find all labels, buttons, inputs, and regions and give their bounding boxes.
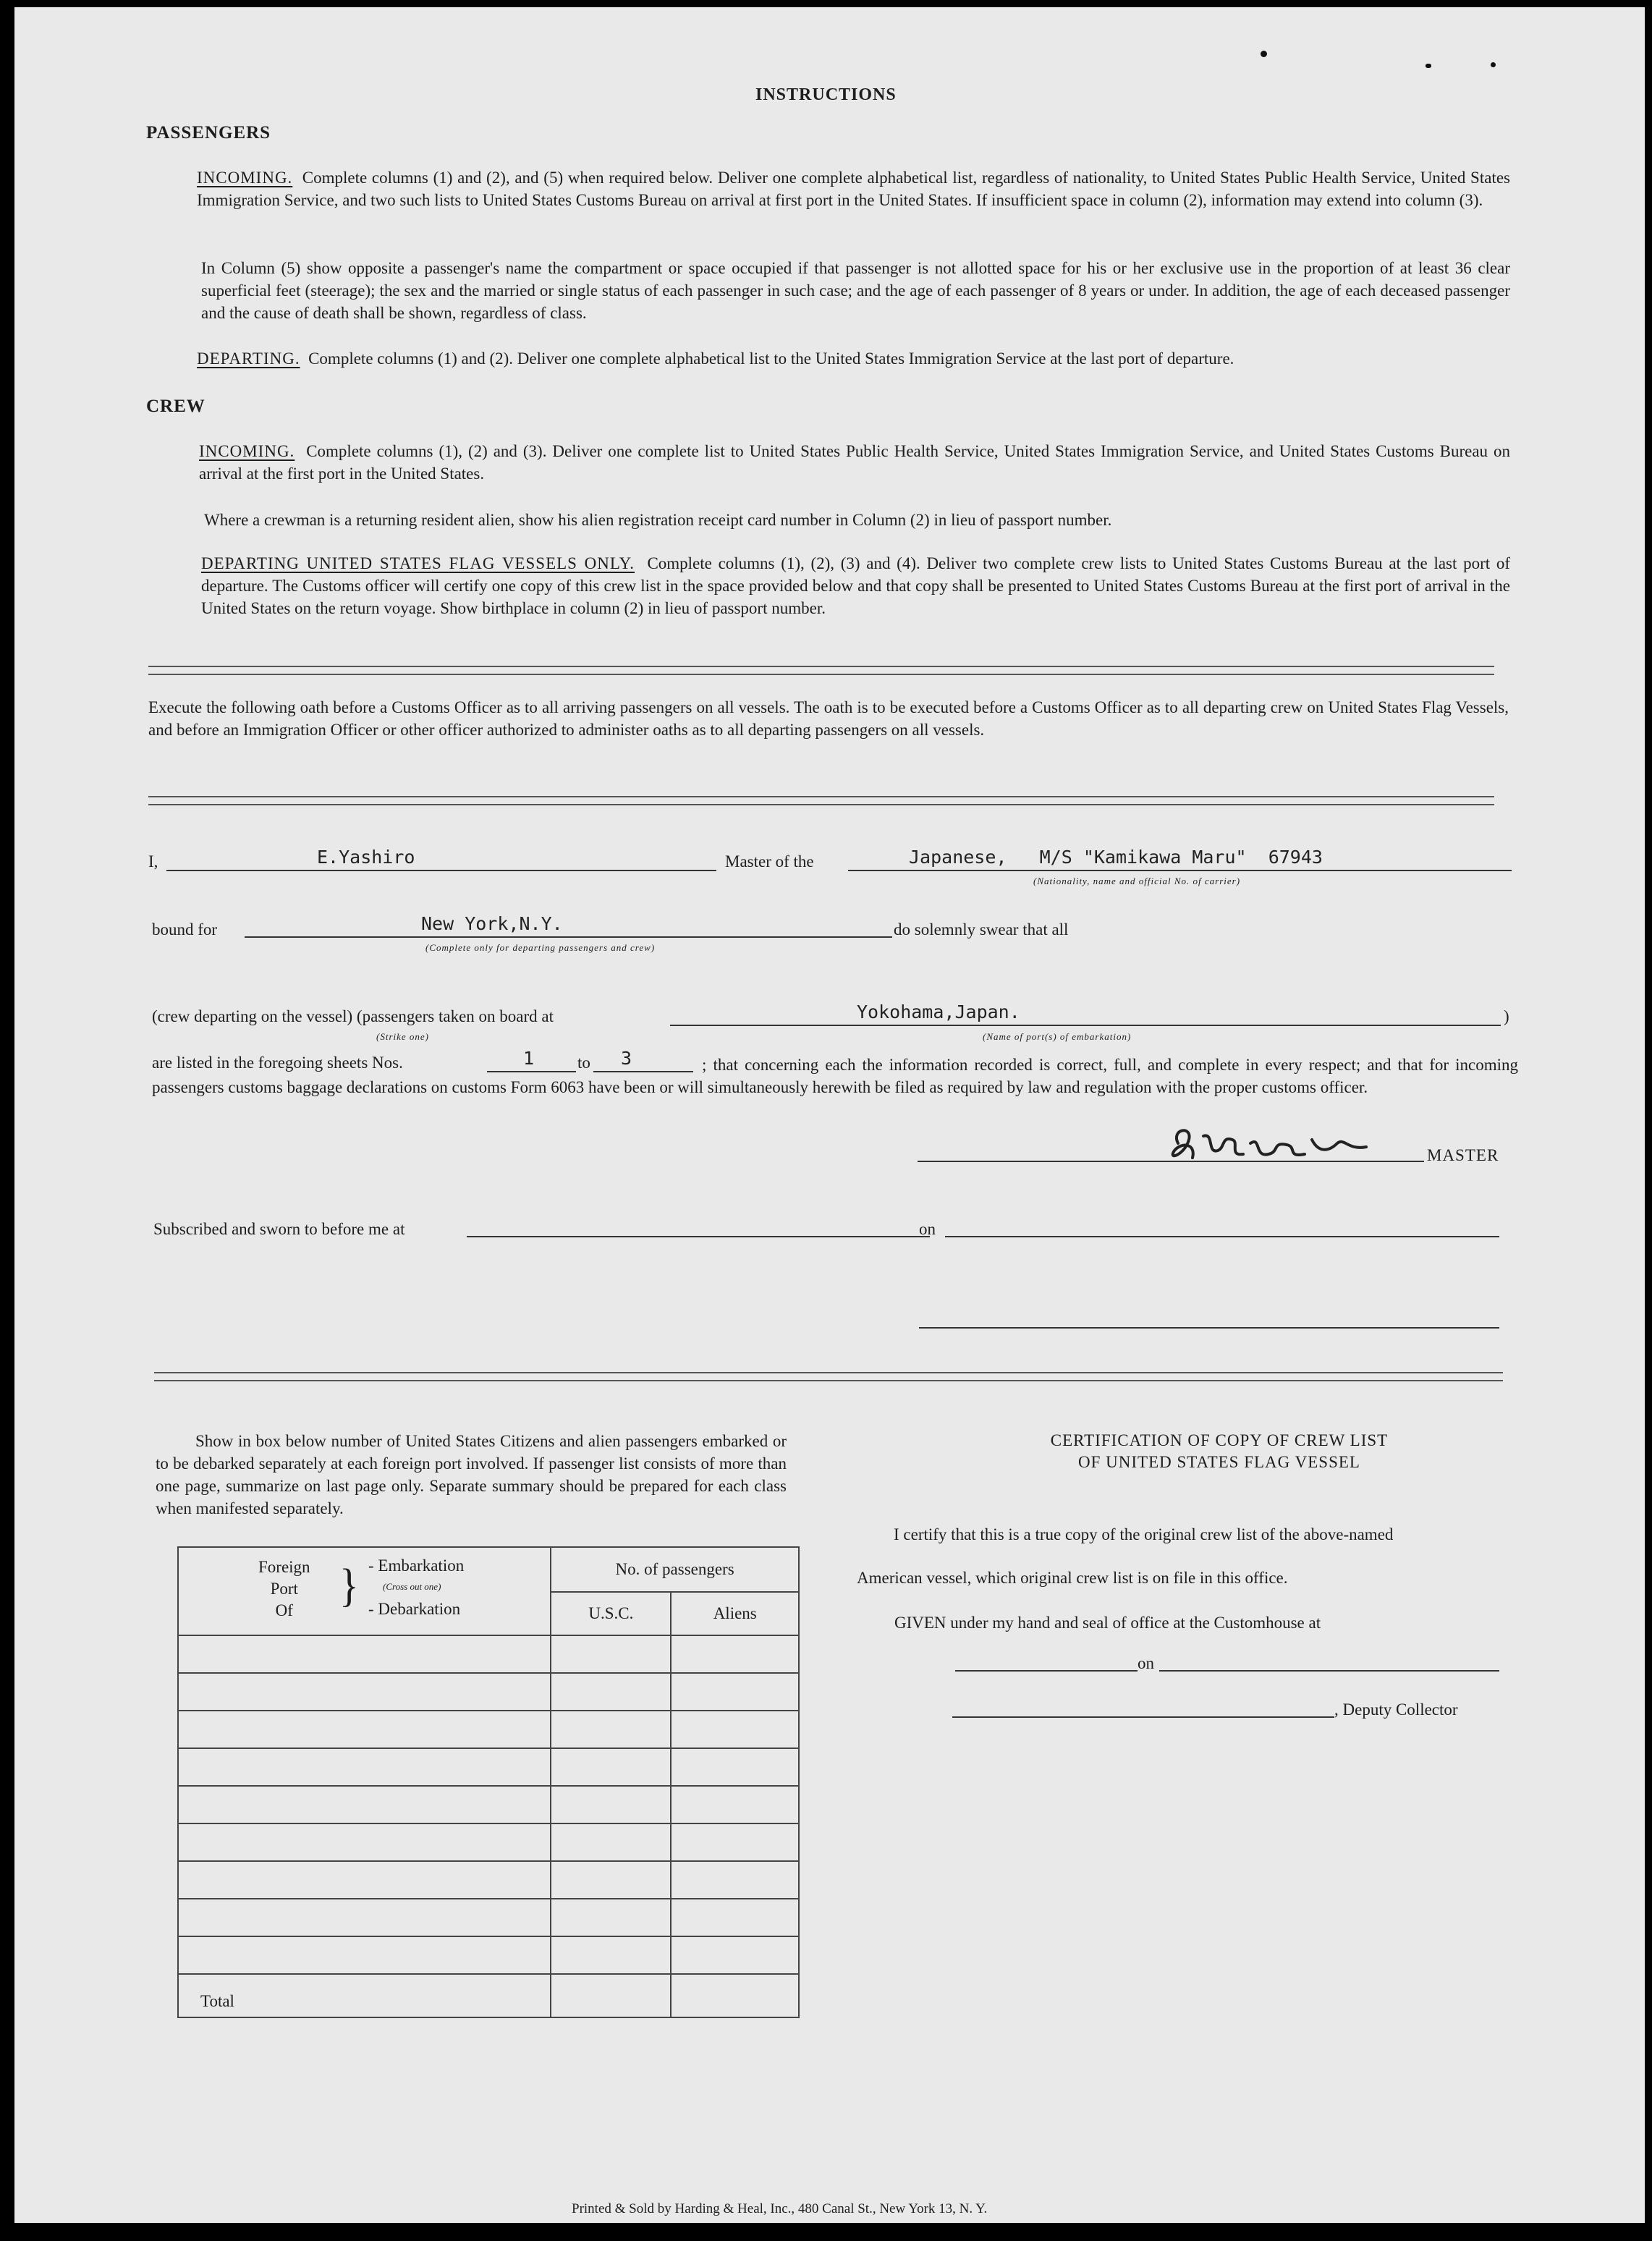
master-signature (1164, 1122, 1381, 1172)
table-row (178, 1899, 799, 1936)
crew-incoming-text: Complete columns (1), (2) and (3). Deliver one complete list to United States Public Health Service, United States Immigration Service, and United States Customs Bureau on arrival at the first port in the United States. (199, 442, 1511, 483)
cross-out-hint: (Cross out one) (383, 1581, 441, 1592)
no-passengers-header: No. of passengers (551, 1547, 799, 1592)
debarkation-label: - Debarkation (368, 1600, 461, 1618)
certification-line3: GIVEN under my hand and seal of office at the Customhouse at (894, 1614, 1321, 1632)
deputy-collector-line (952, 1716, 1334, 1718)
double-rule (154, 1372, 1503, 1381)
crew-departing-label: (crew departing on the vessel) (passengers taken on board at (152, 1007, 554, 1025)
double-rule (148, 796, 1494, 805)
port-hint: (Name of port(s) of embarkation) (983, 1031, 1132, 1042)
certification-line2: American vessel, which original crew list is on file in this office. (857, 1569, 1288, 1587)
brace-icon: } (339, 1560, 359, 1612)
bound-for-label: bound for (152, 920, 218, 939)
embarkation-port-line (670, 1025, 1501, 1026)
embarkation-label: - Embarkation (368, 1556, 465, 1575)
double-rule (148, 666, 1494, 675)
certification-date-line (1159, 1670, 1499, 1672)
table-total-row (178, 1974, 799, 2017)
certification-on-label: on (1138, 1654, 1154, 1672)
scan-specks (1426, 64, 1431, 68)
table-row (178, 1861, 799, 1899)
scan-specks (1261, 51, 1267, 57)
document-page (14, 7, 1645, 2223)
master-of-label: Master of the (725, 852, 814, 870)
officer-signature-line (919, 1327, 1499, 1329)
table-row (178, 1748, 799, 1786)
certification-title (966, 1430, 1473, 1473)
sheet-to-value: 3 (621, 1048, 632, 1069)
passengers-incoming-text: Complete columns (1) and (2), and (5) when required below. Deliver one complete alphabetical list, regardless of nationality, to United States Public Health Service, United States Immigration Service, and two such lists to United States Customs Bureau on arrival at first port in the United States. If insufficient space in column (2), information may extend into column (3). (197, 169, 1510, 209)
crew-departing-text: Complete columns (1), (2), (3) and (4). Deliver two complete crew lists to United States Customs Bureau at the last port of departure. The Customs officer will certify one copy of this crew list in the space provided below and that copy shall be presented to United States Customs Bureau at the first port of arrival in the United States on the return voyage. Show birthplace in column (2) in lieu of passport number. (201, 554, 1511, 617)
crew-departing-paragraph (201, 552, 1510, 619)
passengers-departing-text: Complete columns (1) and (2). Deliver one complete alphabetical list to the United States Immigration Service at the last port of departure. (308, 350, 1234, 368)
passengers-departing-paragraph (197, 347, 1510, 370)
passengers-heading: PASSENGERS (146, 123, 271, 143)
foreign-port-header (178, 1547, 551, 1635)
oath-i-label: I, (148, 852, 158, 870)
crew-crewman-paragraph: Where a crewman is a returning resident alien, show his alien registration receipt card number in Column (2) in lieu of passport number. (204, 511, 1112, 529)
subscribed-place-line (467, 1236, 930, 1237)
total-label: Total (178, 1974, 551, 2017)
summary-instructions: Show in box below number of United States Citizens and alien passengers embarked or to be debarked separately at each foreign port involved. If passenger list consists of more than one page, summarize on last page only. Separate summary should be prepared for each class when manifested separately. (156, 1432, 787, 1517)
table-row (178, 1673, 799, 1711)
bound-for-line (245, 936, 892, 938)
crew-incoming-lead: INCOMING. (199, 442, 295, 460)
master-name-line (166, 870, 716, 871)
col-port: Port (270, 1580, 298, 1598)
certification-title-line2: OF UNITED STATES FLAG VESSEL (1078, 1453, 1360, 1471)
to-label: to (577, 1054, 590, 1072)
subscribed-label: Subscribed and sworn to before me at (153, 1220, 405, 1238)
crew-incoming-paragraph (199, 440, 1510, 485)
embarkation-port-value: Yokohama,Japan. (857, 1001, 1020, 1022)
table-row (178, 1936, 799, 1974)
vessel-hint: (Nationality, name and official No. of carrier) (1033, 876, 1241, 886)
close-paren: ) (1504, 1007, 1509, 1025)
col-of: Of (275, 1601, 293, 1619)
listed-label: are listed in the foregoing sheets Nos. (152, 1054, 403, 1072)
usc-header: U.S.C. (551, 1592, 671, 1635)
master-name-value: E.Yashiro (317, 847, 415, 868)
sheet-from-value: 1 (523, 1048, 535, 1069)
table-row (178, 1823, 799, 1861)
table-row (178, 1635, 799, 1673)
bound-for-value: New York,N.Y. (421, 913, 563, 934)
deputy-collector-label: , Deputy Collector (1334, 1700, 1458, 1719)
passengers-departing-lead: DEPARTING. (197, 350, 300, 368)
certification-title-line1: CERTIFICATION OF COPY OF CREW LIST (1050, 1431, 1389, 1449)
master-label: MASTER (1427, 1146, 1499, 1164)
passengers-column5-paragraph: In Column (5) show opposite a passenger's name the compartment or space occupied if that passenger is not allotted space for his or her exclusive use in the proportion of at least 36 clear superficial feet (steerage); the sex and the married or single status of each passenger in such case; and the age of each passenger of 8 years or under. In addition, the age of each deceased passenger and the cause of death shall be shown, regardless of class. (201, 259, 1510, 322)
vessel-line (848, 870, 1512, 871)
page-title: INSTRUCTIONS (755, 85, 897, 104)
printer-footer: Printed & Sold by Harding & Heal, Inc., 480 Canal St., New York 13, N. Y. (572, 2201, 988, 2216)
certification-line1: I certify that this is a true copy of the original crew list of the above-named (894, 1525, 1394, 1543)
passengers-incoming-paragraph (197, 166, 1510, 211)
crew-heading: CREW (146, 397, 206, 416)
listed-rest-text: ; that concerning each the information recorded is correct, full, and complete in every respect; and that for incoming passengers customs baggage declarations on customs Form 6063 have been or will simultaneously herewith be filed as required by law and regulation with the proper customs officer. (152, 1056, 1518, 1096)
scan-specks (1491, 62, 1496, 67)
strike-one-hint: (Strike one) (376, 1031, 430, 1042)
certification-place-line (955, 1670, 1138, 1672)
table-row (178, 1786, 799, 1823)
oath-intro: Execute the following oath before a Customs Officer as to all arriving passengers on all vessels. The oath is to be executed before a Customs Officer as to all departing crew on United States Flag Vessels, and before an Immigration Officer or other officer authorized to administer oaths as to all departing passengers on all vessels. (148, 698, 1509, 739)
subscribed-date-line (945, 1236, 1499, 1237)
col-foreign: Foreign (258, 1558, 310, 1576)
aliens-header: Aliens (671, 1592, 799, 1635)
table-row (178, 1711, 799, 1748)
crew-departing-lead: DEPARTING UNITED STATES FLAG VESSELS ONLY. (201, 554, 635, 572)
bound-for-hint: (Complete only for departing passengers and crew) (425, 942, 656, 953)
vessel-value: Japanese, M/S "Kamikawa Maru" 67943 (909, 847, 1323, 868)
passengers-incoming-lead: INCOMING. (197, 169, 293, 187)
passenger-summary-table (177, 1546, 800, 2018)
swear-label: do solemnly swear that all (894, 920, 1069, 939)
subscribed-on-label: on (919, 1220, 936, 1238)
